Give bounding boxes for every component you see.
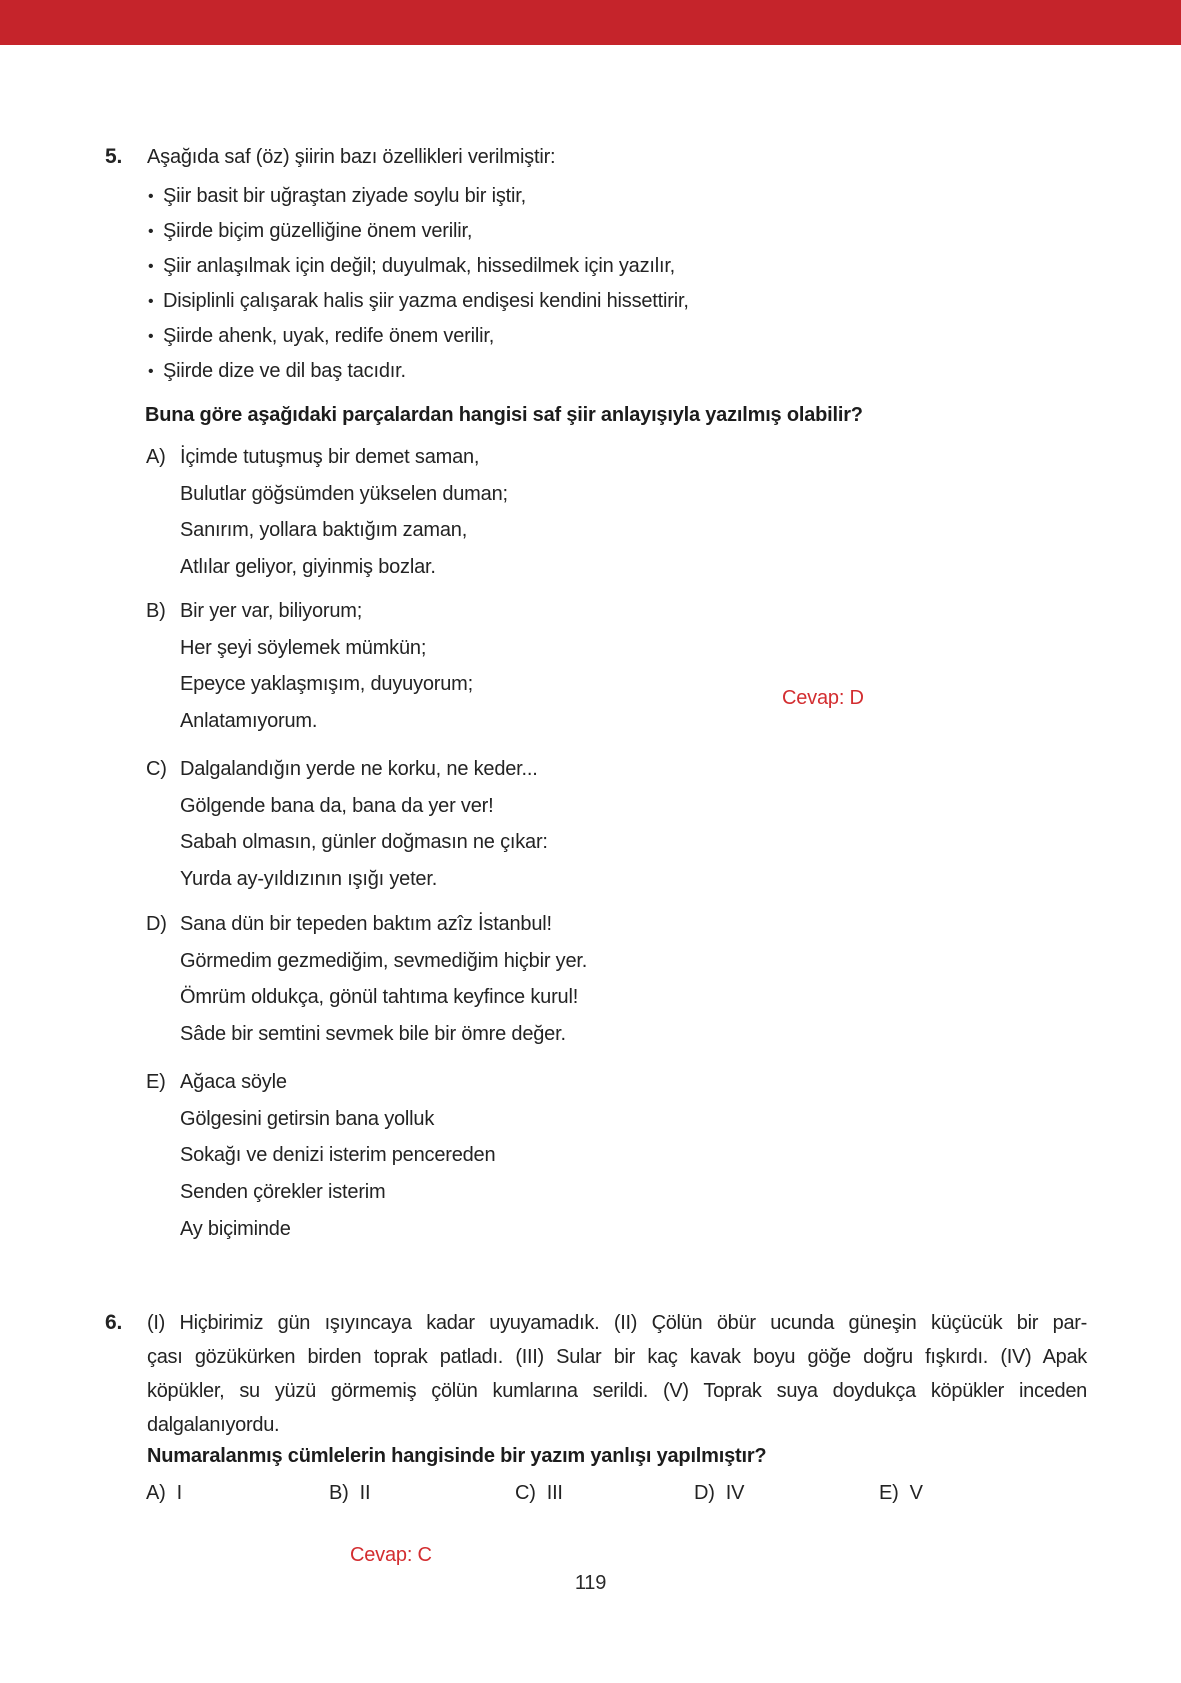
verse-line: Bir yer var, biliyorum; [180, 600, 363, 622]
question-5-prompt: Buna göre aşağıdaki parçalardan hangisi saf şiir anlayışıyla yazılmış olabilir? [145, 404, 863, 426]
bullet-icon: • [148, 223, 154, 240]
bullet-text: Şiirde biçim güzelliğine önem verilir, [163, 220, 473, 242]
paragraph-line: çası gözükürken birden toprak patladı. (III) Sular bir kaç kavak boyu göğe doğru fışkırdı. (IV) Apak [147, 1346, 1087, 1368]
verse-line: Sokağı ve denizi isterim pencereden [180, 1144, 496, 1167]
question-6-option-b [329, 1479, 370, 1507]
verse-line: Dalgalandığın yerde ne korku, ne keder... [180, 758, 538, 780]
verse-line: Görmedim gezmediğim, sevmediğim hiçbir yer. [180, 949, 588, 972]
option-letter: C) [515, 1482, 536, 1504]
option-verse [180, 751, 548, 898]
option-value: I [176, 1482, 182, 1504]
question-5-option-a [146, 439, 508, 586]
verse-line: Sanırım, yollara baktığım zaman, [180, 519, 468, 542]
header-bar [0, 0, 1181, 45]
bullet-item [148, 214, 689, 249]
option-letter: B) [146, 600, 166, 622]
paragraph-line: (I) Hiçbirimiz gün ışıyıncaya kadar uyuyamadık. (II) Çölün öbür ucunda güneşin küçücük bir par- [147, 1312, 1087, 1334]
bullet-text: Şiirde ahenk, uyak, redife önem verilir, [163, 325, 495, 347]
question-5-option-c [146, 751, 548, 898]
bullet-text: Şiir basit bir uğraştan ziyade soylu bir iştir, [163, 185, 526, 207]
option-value: IV [725, 1482, 745, 1504]
option-verse [180, 439, 508, 586]
question-5-bullet-list [148, 179, 689, 389]
verse-line: Ay biçiminde [180, 1217, 291, 1240]
bullet-item [148, 319, 689, 354]
bullet-item [148, 179, 689, 214]
verse-line: Senden çörekler isterim [180, 1181, 386, 1204]
option-value: III [546, 1482, 563, 1504]
question-6-option-e [879, 1479, 923, 1507]
option-letter: D) [146, 913, 167, 935]
question-6-option-c [515, 1479, 563, 1507]
verse-line: Bulutlar göğsümden yükselen duman; [180, 482, 508, 505]
verse-line: Ömrüm oldukça, gönül tahtıma keyfince kurul! [180, 986, 579, 1009]
bullet-icon: • [148, 188, 154, 205]
verse-line: Sabah olmasın, günler doğmasın ne çıkar: [180, 831, 548, 854]
question-5-option-b [146, 593, 473, 740]
question-5-number: 5. [105, 145, 123, 168]
page-number: 119 [574, 1572, 607, 1594]
bullet-icon: • [148, 293, 154, 310]
question-5-answer-label: Cevap: D [782, 687, 864, 709]
paragraph-line: köpükler, su yüzü görmemiş çölün kumlarına serildi. (V) Toprak suya doydukça köpükler inceden [147, 1380, 1087, 1402]
verse-line: Sâde bir semtini sevmek bile bir ömre değer. [180, 1023, 566, 1046]
verse-line: İçimde tutuşmuş bir demet saman, [180, 446, 480, 468]
question-5-option-d [146, 906, 587, 1053]
bullet-text: Şiir anlaşılmak için değil; duyulmak, hissedilmek için yazılır, [163, 255, 676, 277]
option-value: II [359, 1482, 371, 1504]
option-letter: B) [329, 1482, 349, 1504]
paragraph-line: dalgalanıyordu. [147, 1414, 280, 1436]
option-letter: C) [146, 758, 167, 780]
question-6-answer-label: Cevap: C [350, 1544, 432, 1566]
question-5-intro: Aşağıda saf (öz) şiirin bazı özellikleri verilmiştir: [147, 146, 556, 168]
option-value: V [909, 1482, 923, 1504]
verse-line: Gölgesini getirsin bana yolluk [180, 1107, 435, 1130]
verse-line: Anlatamıyorum. [180, 710, 318, 733]
option-letter: E) [879, 1482, 899, 1504]
bullet-item [148, 284, 689, 319]
bullet-icon: • [148, 258, 154, 275]
question-6-option-a [146, 1479, 182, 1507]
option-verse [180, 906, 587, 1053]
question-5-option-e [146, 1064, 495, 1248]
option-verse [180, 1064, 495, 1248]
option-letter: A) [146, 1482, 166, 1504]
bullet-item [148, 249, 689, 284]
bullet-icon: • [148, 328, 154, 345]
question-6-number: 6. [105, 1311, 123, 1334]
verse-line: Sana dün bir tepeden baktım azîz İstanbul! [180, 913, 552, 935]
question-6-prompt: Numaralanmış cümlelerin hangisinde bir yazım yanlışı yapılmıştır? [147, 1445, 767, 1467]
bullet-text: Şiirde dize ve dil baş tacıdır. [163, 360, 406, 382]
verse-line: Gölgende bana da, bana da yer ver! [180, 794, 494, 817]
verse-line: Atlılar geliyor, giyinmiş bozlar. [180, 556, 436, 579]
bullet-icon: • [148, 363, 154, 380]
question-6-option-d [694, 1479, 744, 1507]
question-6-paragraph [147, 1306, 1087, 1442]
verse-line: Ağaca söyle [180, 1071, 287, 1093]
verse-line: Yurda ay-yıldızının ışığı yeter. [180, 868, 438, 891]
question-5-header [105, 143, 555, 171]
question-6-header [105, 1306, 1087, 1442]
option-letter: E) [146, 1071, 166, 1093]
bullet-item [148, 354, 689, 389]
bullet-text: Disiplinli çalışarak halis şiir yazma endişesi kendini hissettirir, [163, 290, 689, 312]
verse-line: Her şeyi söylemek mümkün; [180, 636, 427, 659]
option-letter: D) [694, 1482, 715, 1504]
verse-line: Epeyce yaklaşmışım, duyuyorum; [180, 673, 473, 696]
option-verse [180, 593, 473, 740]
option-letter: A) [146, 446, 166, 468]
